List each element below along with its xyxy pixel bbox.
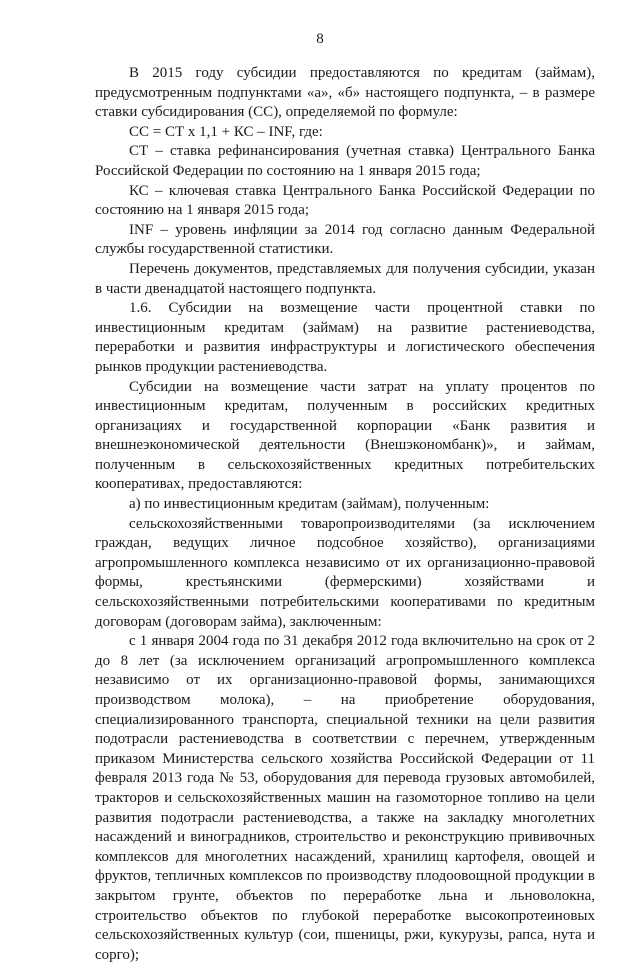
paragraph: с 1 января 2004 года по 31 декабря 2012 года включительно на срок от 2 до 8 лет (за исключением организаций агропромышленного комплекса независимо от их организационно-правовой формы, занимающихся производством молока), – на приобретение оборудования, специализированного транспорта, специальной техники на цели развития подотрасли растениеводства в соответствии с перечнем, утвержденным приказом Министерства сельского хозяйства Российской Федерации от 11 февраля 2013 года № 53, оборудования для перевода грузовых автомобилей, тракторов и сельскохозяйственных машин на газомоторное топливо на цели развития подотрасли растениеводства, а также на закладку многолетних насаждений и виноградников, строительство и реконструкцию прививочных комплексов для многолетних насаждений, хранилищ картофеля, овощей и фруктов, тепличных комплексов по производству плодоовощной продукции в закрытом грунте, объектов по переработке льна и льноволокна, строительство объектов по глубокой переработке высокопротеиновых сельскохозяйственных культур (сои, пшеницы, ржи, кукурузы, рапса, нута и сорго); [95,633,595,963]
paragraph: Перечень документов, представляемых для получения субсидии, указан в части двенадцатой настоящего подпункта. [95,260,595,297]
paragraph: В 2015 году субсидии предоставляются по кредитам (займам), предусмотренным подпунктами «а», «б» настоящего подпункта, – в размере ставки субсидирования (СС), определяемой по формуле: [95,65,595,121]
paragraph: а) по инвестиционным кредитам (займам), полученным: [129,496,490,513]
paragraph: КС – ключевая ставка Центрального Банка Российской Федерации по состоянию на 1 января 2015 года; [95,182,595,219]
paragraph: INF – уровень инфляции за 2014 год согласно данным Федеральной службы государственной статистики. [95,221,595,258]
paragraph: 1.6. Субсидии на возмещение части процентной ставки по инвестиционным кредитам (займам) на развитие растениеводства, переработки и развития инфраструктуры и логистического обеспечения рынков продукции растениеводства. [95,300,595,375]
paragraph: Субсидии на возмещение части затрат на уплату процентов по инвестиционным кредитам, полученным в российских кредитных организациях и государственной корпорации «Банк развития и внешнеэкономической деятельности (Внешэкономбанк)», и займам, полученным в сельскохозяйственных кредитных потребительских кооперативах, предоставляются: [95,378,595,493]
document-body [95,64,595,965]
paragraph: СС = СТ х 1,1 + КС – INF, где: [129,123,323,140]
paragraph: сельскохозяйственными товаропроизводителями (за исключением граждан, ведущих личное подсобное хозяйство), организациями агропромышленного комплекса независимо от их организационно-правовой формы, крестьянскими (фермерскими) хозяйствами и сельскохозяйственными потребительскими кооперативами по кредитным договорам (договорам займа), заключенным: [95,515,595,630]
paragraph: СТ – ставка рефинансирования (учетная ставка) Центрального Банка Российской Федерации по состоянию на 1 января 2015 года; [95,143,595,179]
page-number: 8 [316,31,324,47]
